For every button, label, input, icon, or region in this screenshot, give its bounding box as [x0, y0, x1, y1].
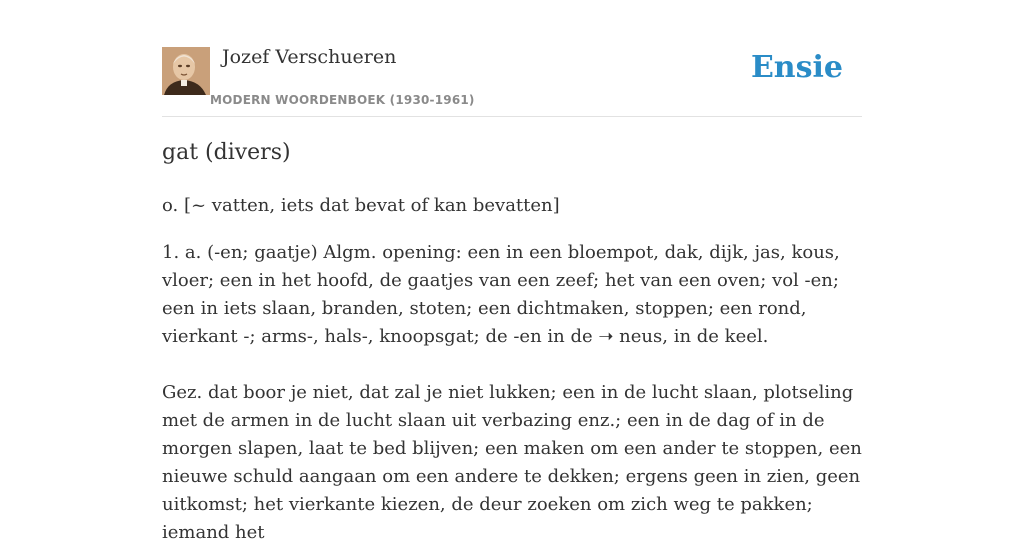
expressions-paragraph: Gez. dat boor je niet, dat zal je niet lukken; een in de lucht slaan, plotseling met de armen in de lucht slaan uit verbazing enz.; een in de dag of in de morgen slapen, laat te bed blijven; een maken om een ander te stoppen, een nieuwe schuld aangaan om een andere te dekken; ergens geen in zien, geen uitkomst; het vierkante kiezen, de deur zoeken om zich weg te pakken; iemand het: [162, 382, 862, 543]
definition-paragraph: 1. a. (-en; gaatje) Algm. opening: een in een bloempot, dak, dijk, jas, kous, vloer; een in het hoofd, de gaatjes van een zeef; het van een oven; vol -en; een in iets slaan, branden, stoten; een dichtmaken, stoppen; een rond, vierkant -; arms-, hals-, knoopsgat; de -en in de ➝ neus, in de keel.: [162, 242, 840, 347]
author-name[interactable]: Jozef Verschueren: [222, 46, 397, 68]
page-title: gat (divers): [162, 140, 291, 165]
entry-content: [162, 192, 862, 547]
entry-header: [162, 44, 862, 117]
author-portrait-icon: [162, 47, 210, 95]
avatar[interactable]: [162, 47, 210, 95]
ensie-logo[interactable]: Ensie: [750, 50, 843, 85]
grammar-note: o. [~ vatten, iets dat bevat of kan bevatten]: [162, 195, 560, 216]
dictionary-source[interactable]: MODERN WOORDENBOEK (1930-1961): [210, 93, 475, 107]
